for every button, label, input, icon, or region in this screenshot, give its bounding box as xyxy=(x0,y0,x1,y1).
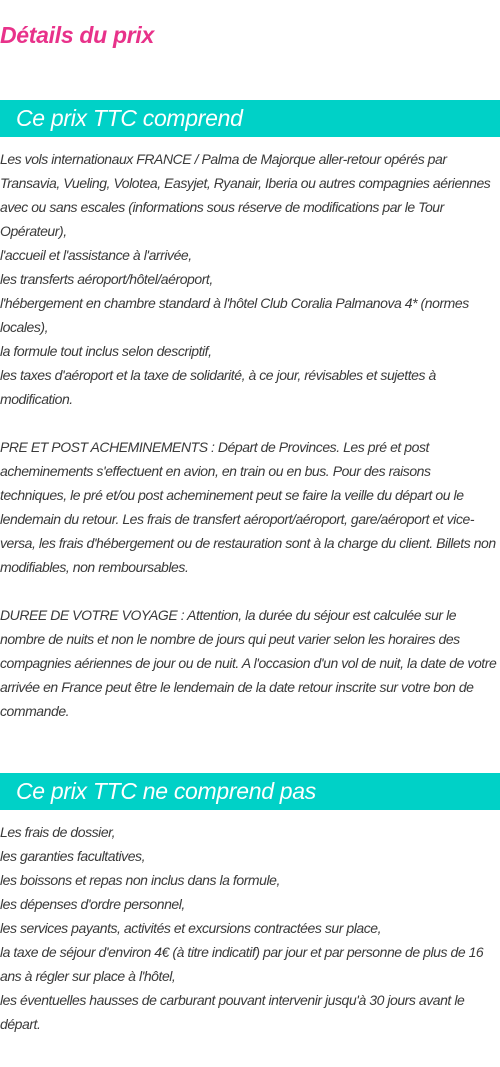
page-title: Détails du prix xyxy=(0,22,154,48)
excluded-section-body xyxy=(0,820,500,1036)
included-item-transfers: les transferts aéroport/hôtel/aéroport, xyxy=(0,271,213,287)
excluded-item-drinks-meals: les boissons et repas non inclus dans la formule, xyxy=(0,872,280,888)
paragraph-spacer xyxy=(0,411,500,435)
included-section-body xyxy=(0,147,500,723)
excluded-section-header xyxy=(0,773,500,810)
included-header-title: Ce prix TTC comprend xyxy=(16,105,243,131)
included-item-welcome: l'accueil et l'assistance à l'arrivée, xyxy=(0,247,192,263)
trip-duration-paragraph: DUREE DE VOTRE VOYAGE : Attention, la durée du séjour est calculée sur le nombre de nuits et non le nombre de jours qui peut varier selon les horaires des compagnies aériennes de jour ou de nuit. A l'occasion d'un vol de nuit, la date de votre arrivée en France peut être le lendemain de la date retour inscrite sur votre bon de commande. xyxy=(0,607,497,719)
included-item-accommodation: l'hébergement en chambre standard à l'hôtel Club Coralia Palmanova 4* (normes locales), xyxy=(0,295,469,335)
excluded-item-tourist-tax: la taxe de séjour d'environ 4€ (à titre indicatif) par jour et par personne de plus de 16 ans à régler sur place à l'hôtel, xyxy=(0,944,484,984)
excluded-item-paid-services: les services payants, activités et excursions contractées sur place, xyxy=(0,920,382,936)
included-item-taxes: les taxes d'aéroport et la taxe de solidarité, à ce jour, révisables et sujettes à modification. xyxy=(0,367,436,407)
excluded-item-fuel-surcharge: les éventuelles hausses de carburant pouvant intervenir jusqu'à 30 jours avant le départ. xyxy=(0,992,465,1032)
included-section-header xyxy=(0,100,500,137)
included-item-flights: Les vols internationaux FRANCE / Palma de Majorque aller-retour opérés par Transavia, Vueling, Volotea, Easyjet, Ryanair, Iberia ou autres compagnies aériennes avec ou sans escales (informations sous réserve de modifications par le Tour Opérateur), xyxy=(0,151,491,239)
included-item-all-inclusive: la formule tout inclus selon descriptif, xyxy=(0,343,212,359)
excluded-item-personal-expenses: les dépenses d'ordre personnel, xyxy=(0,896,185,912)
paragraph-spacer xyxy=(0,579,500,603)
pre-post-routing-paragraph: PRE ET POST ACHEMINEMENTS : Départ de Provinces. Les pré et post acheminements s'effectuent en avion, en train ou en bus. Pour des raisons techniques, le pré et/ou post acheminement peut se faire la veille du départ ou le lendemain du retour. Les frais de transfert aéroport/aéroport, gare/aéroport et vice-versa, les frais d'hébergement ou de restauration sont à la charge du client. Billets non modifiables, non remboursables. xyxy=(0,439,496,575)
excluded-item-optional-insurance: les garanties facultatives, xyxy=(0,848,146,864)
excluded-header-title: Ce prix TTC ne comprend pas xyxy=(16,778,316,804)
excluded-item-booking-fees: Les frais de dossier, xyxy=(0,824,116,840)
